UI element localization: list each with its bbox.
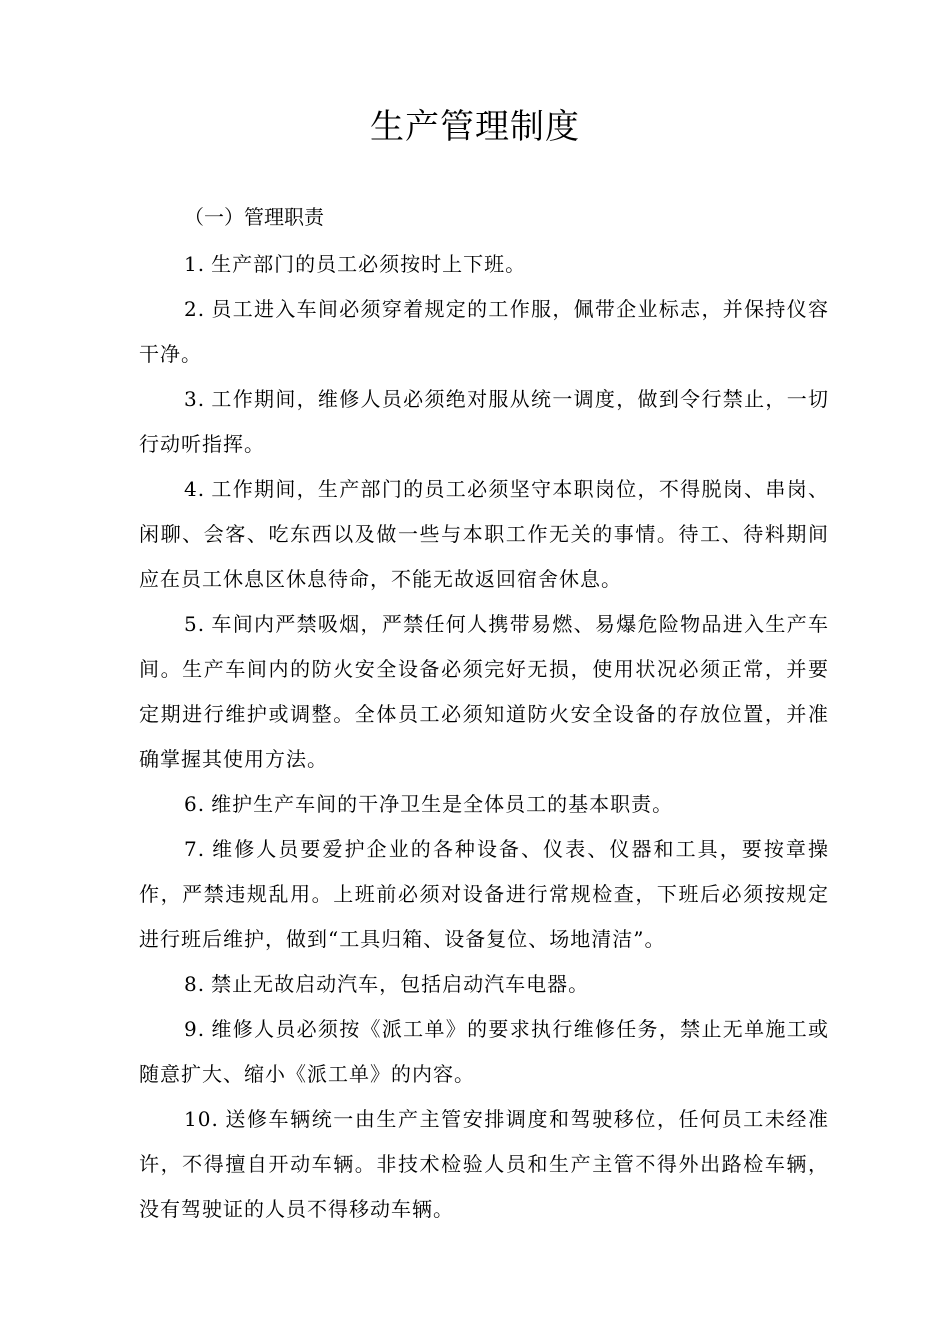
rule-item [139, 1007, 829, 1097]
rule-list [139, 242, 829, 1232]
rule-text: 员工进入车间必须穿着规定的工作服，佩带企业标志，并保持仪容干净。 [139, 297, 829, 366]
rule-number: 1. [184, 252, 206, 276]
rule-number: 5. [184, 612, 206, 636]
rule-text: 生产部门的员工必须按时上下班。 [211, 252, 527, 276]
rule-number: 8. [184, 972, 206, 996]
rule-text: 维修人员必须按《派工单》的要求执行维修任务，禁止无单施工或随意扩大、缩小《派工单》的内容。 [139, 1017, 829, 1086]
rule-text: 送修车辆统一由生产主管安排调度和驾驶移位，任何员工未经准许，不得擅自开动车辆。非技术检验人员和生产主管不得外出路检车辆，没有驾驶证的人员不得移动车辆。 [139, 1107, 829, 1221]
rule-item [139, 602, 829, 782]
rule-text: 工作期间，维修人员必须绝对服从统一调度，做到令行禁止，一切行动听指挥。 [139, 387, 829, 456]
rule-item [139, 827, 829, 962]
document-title: 生产管理制度 [370, 107, 580, 147]
rule-item [139, 287, 829, 377]
rule-item [139, 1097, 829, 1232]
rule-item [139, 782, 829, 827]
rule-text: 工作期间，生产部门的员工必须坚守本职岗位，不得脱岗、串岗、闲聊、会客、吃东西以及做一些与本职工作无关的事情。待工、待料期间应在员工休息区休息待命，不能无故返回宿舍休息。 [139, 477, 829, 591]
rule-number: 3. [184, 387, 206, 411]
rule-text: 维护生产车间的干净卫生是全体员工的基本职责。 [211, 792, 674, 816]
rule-item [139, 467, 829, 602]
rule-item [139, 962, 829, 1007]
rule-number: 9. [184, 1017, 206, 1041]
rule-text: 车间内严禁吸烟，严禁任何人携带易燃、易爆危险物品进入生产车间。生产车间内的防火安全设备必须完好无损，使用状况必须正常，并要定期进行维护或调整。全体员工必须知道防火安全设备的存放位置，并准确掌握其使用方法。 [139, 612, 829, 771]
rule-number: 7. [184, 837, 206, 861]
rule-number: 6. [184, 792, 206, 816]
rule-number: 4. [184, 477, 206, 501]
rule-item [139, 377, 829, 467]
rule-item [139, 242, 829, 287]
rule-text: 禁止无故启动汽车，包括启动汽车电器。 [211, 972, 590, 996]
rule-number: 2. [184, 297, 206, 321]
rule-number: 10. [184, 1107, 219, 1131]
section-heading: （一）管理职责 [184, 205, 324, 229]
rule-text: 维修人员要爱护企业的各种设备、仪表、仪器和工具，要按章操作，严禁违规乱用。上班前必须对设备进行常规检查，下班后必须按规定进行班后维护，做到“工具归箱、设备复位、场地清洁”。 [139, 837, 829, 951]
